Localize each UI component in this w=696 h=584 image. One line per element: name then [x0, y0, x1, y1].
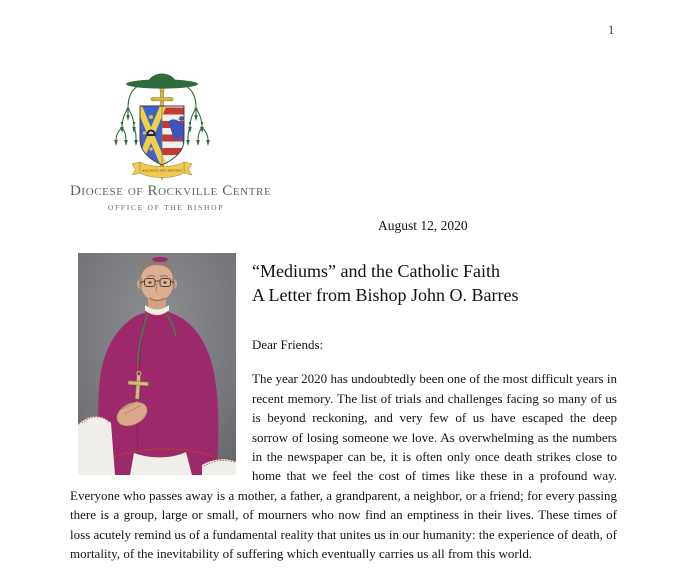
bishop-portrait-photo: [78, 253, 236, 475]
letter-content: [70, 253, 617, 563]
salutation: Dear Friends:: [252, 337, 324, 352]
diocese-coat-of-arms: [106, 70, 218, 182]
shield-icon: [138, 104, 202, 166]
letter-title-line1: “Mediums” and the Catholic Faith: [252, 261, 500, 281]
office-name: OFFICE OF THE BISHOP: [107, 203, 225, 212]
letter-title-line2: A Letter from Bishop John O. Barres: [252, 285, 519, 305]
letterhead: [70, 70, 272, 212]
organization-name: Diocese of Rockville Centre: [70, 183, 272, 199]
paragraph-1: The year 2020 has undoubtedly been one of the most difficult years in recent memory. The list of trials and challenges facing so many of us is beyond reckoning, and very few of us have escaped the deep sorrow of losing someone we love. As overwhelming as the numbers in the newspaper can be, it is often only once death strikes close to home that we feel the cost of times like these in a profound way. Everyone who passes away is a mother, a father, a grandparent, a neighbor, or a friend; for every passing there is a group, large or small, of mourners who now find an emptiness in their lives. These times of loss acutely remind us of a fundamental reality that unites us in our humanity: the experience of death, of mortality, of the inevitability of suffering which eventually carries us all from this world.: [70, 371, 617, 562]
letter-date: August 12, 2020: [378, 218, 468, 233]
page-number: 1: [608, 23, 615, 37]
motto-text: HOLINESS AND MISSION: [142, 168, 182, 173]
